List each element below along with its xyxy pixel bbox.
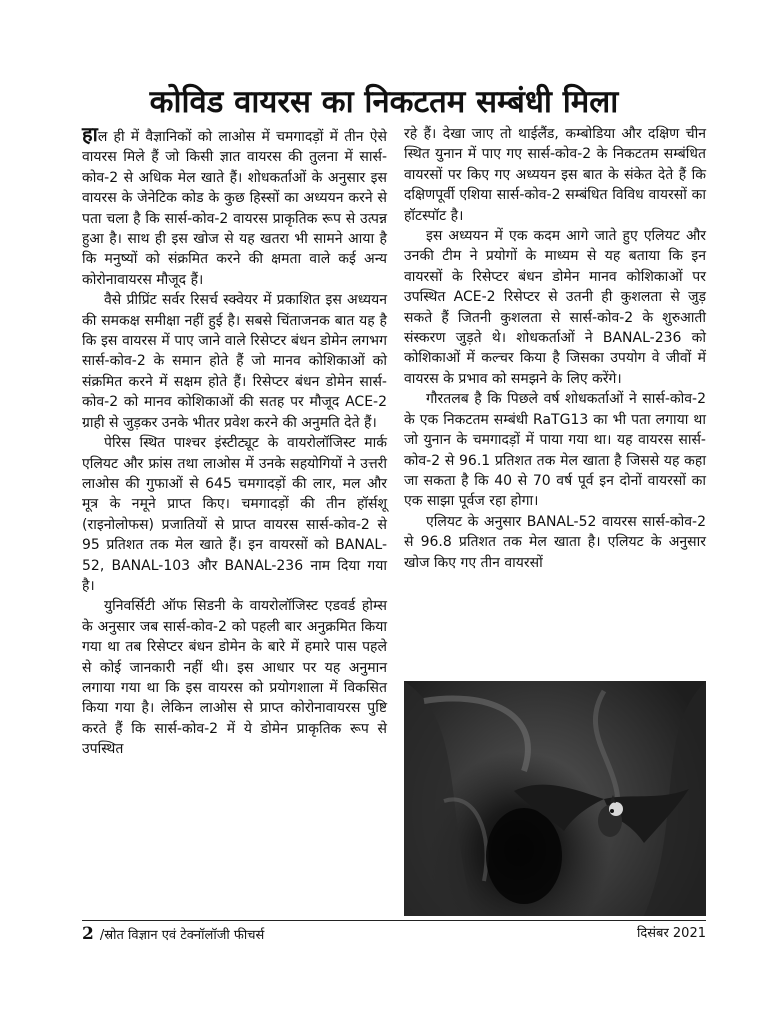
bat-in-cave-icon bbox=[404, 681, 706, 916]
publication-name: स्रोत विज्ञान एवं टेक्नॉलॉजी फीचर्स bbox=[104, 928, 265, 943]
article-paragraph bbox=[82, 124, 387, 290]
paragraph-text: ल ही में वैज्ञानिकों को लाओस में चमगादड़ों में तीन ऐसे वायरस मिले हैं जो किसी ज्ञात वायरस की तुलना में सार्स-कोव-2 से अधिक मेल खाते हैं। शोधकर्ताओं के अनुसार इस वायरस के जेनेटिक कोड के कुछ हिस्सों का अध्ययन करने से पता चला है कि सार्स-कोव-2 वायरस प्राकृतिक रूप से उत्पन्न हुआ है। साथ ही इस खोज से यह खतरा भी सामने आया है कि मनुष्यों को संक्रमित करने की क्षमता वाले कई अन्य कोरोनावायरस मौजूद हैं। bbox=[82, 129, 387, 288]
footer-source bbox=[82, 925, 264, 945]
drop-cap: हा bbox=[82, 122, 98, 146]
bat-in-cave-photo bbox=[404, 681, 706, 916]
page-title: कोविड वायरस का निकटतम सम्बंधी मिला bbox=[149, 84, 619, 120]
page-number: 2 bbox=[82, 924, 94, 944]
article-column-left bbox=[82, 124, 387, 760]
article-paragraph: एलियट के अनुसार BANAL-52 वायरस सार्स-कोव-2 से 96.8 प्रतिशत तक मेल खाता है। एलियट के अनुसार खोज किए गए तीन वायरसों bbox=[404, 513, 706, 571]
footer-date: दिसंबर 2021 bbox=[636, 926, 706, 941]
article-paragraph: रहे हैं। देखा जाए तो थाईलैंड, कम्बोडिया और दक्षिण चीन स्थित युनान में पाए गए सार्स-कोव-2 के निकटतम सम्बंधित वायरसों पर किए गए अध्ययन इस बात के संकेत देते हैं कि दक्षिणपूर्वी एशिया सार्स-कोव-2 सम्बंधित विविध वायरसों का हॉटस्पॉट है। bbox=[404, 126, 706, 224]
article-paragraph: इस अध्ययन में एक कदम आगे जाते हुए एलियट और उनकी टीम ने प्रयोगों के माध्यम से यह बताया कि इन वायरसों के रिसेप्टर बंधन डोमेन मानव कोशिकाओं पर उपस्थित ACE-2 रिसेप्टर से उतनी ही कुशलता से जुड़ सकते हैं जितनी कुशलता से सार्स-कोव-2 के शुरुआती संस्करण जुड़ते थे। शोधकर्ताओं ने BANAL-236 को कोशिकाओं में कल्चर किया है जिसका उपयोग वे जीवों में वायरस के प्रभाव को समझने के लिए करेंगे। bbox=[404, 228, 706, 387]
article-column-right bbox=[404, 124, 706, 573]
footer-divider bbox=[82, 920, 706, 921]
article-paragraph: गौरतलब है कि पिछले वर्ष शोधकर्ताओं ने सार्स-कोव-2 के एक निकटतम सम्बंधी RaTG13 का भी पता लगाया था जो युनान के चमगादड़ों में पाया गया था। यह वायरस सार्स-कोव-2 से 96.1 प्रतिशत तक मेल खाता है जिससे यह कहा जा सकता है कि 40 से 70 वर्ष पूर्व इन दोनों वायरसों का एक साझा पूर्वज रहा होगा। bbox=[404, 391, 706, 510]
article-paragraph: वैसे प्रीप्रिंट सर्वर रिसर्च स्क्वेयर में प्रकाशित इस अध्ययन की समकक्ष समीक्षा नहीं हुई है। सबसे चिंताजनक बात यह है कि इस वायरस में पाए जाने वाले रिसेप्टर बंधन डोमेन लगभग सार्स-कोव-2 के समान होते हैं जो मानव कोशिकाओं को संक्रमित करने में सक्षम होते हैं। रिसेप्टर बंधन डोमेन सार्स-कोव-2 को मानव कोशिकाओं की सतह पर मौजूद ACE-2 ग्राही से जुड़कर उनके भीतर प्रवेश करने की अनुमति देते हैं। bbox=[82, 292, 387, 431]
slash-separator: / bbox=[99, 928, 105, 943]
article-paragraph: युनिवर्सिटी ऑफ सिडनी के वायरोलॉजिस्ट एडवर्ड होम्स के अनुसार जब सार्स-कोव-2 को पहली बार अनुक्रमित किया गया था तब रिसेप्टर बंधन डोमेन के बारे में हमारे पास पहले से कोई जानकारी नहीं थी। इस आधार पर यह अनुमान लगाया गया था कि इस वायरस को प्रयोगशाला में विकसित किया गया है। लेकिन लाओस से प्राप्त कोरोनावायरस पुष्टि करते हैं कि सार्स-कोव-2 में ये डोमेन प्राकृतिक रूप से उपस्थित bbox=[82, 598, 387, 758]
article-paragraph: पेरिस स्थित पाश्चर इंस्टीट्यूट के वायरोलॉजिस्ट मार्क एलियट और फ्रांस तथा लाओस में उनके सहयोगियों ने उत्तरी लाओस की गुफाओं से 645 चमगादड़ों की लार, मल और मूत्र के नमूने प्राप्त किए। चमगादड़ों की तीन हॉर्सशू (राइनोलोफस) प्रजातियों से प्राप्त वायरस सार्स-कोव-2 से 95 प्रतिशत तक मेल खाते हैं। इन वायरसों को BANAL-52, BANAL-103 और BANAL-236 नाम दिया गया है। bbox=[82, 435, 387, 594]
